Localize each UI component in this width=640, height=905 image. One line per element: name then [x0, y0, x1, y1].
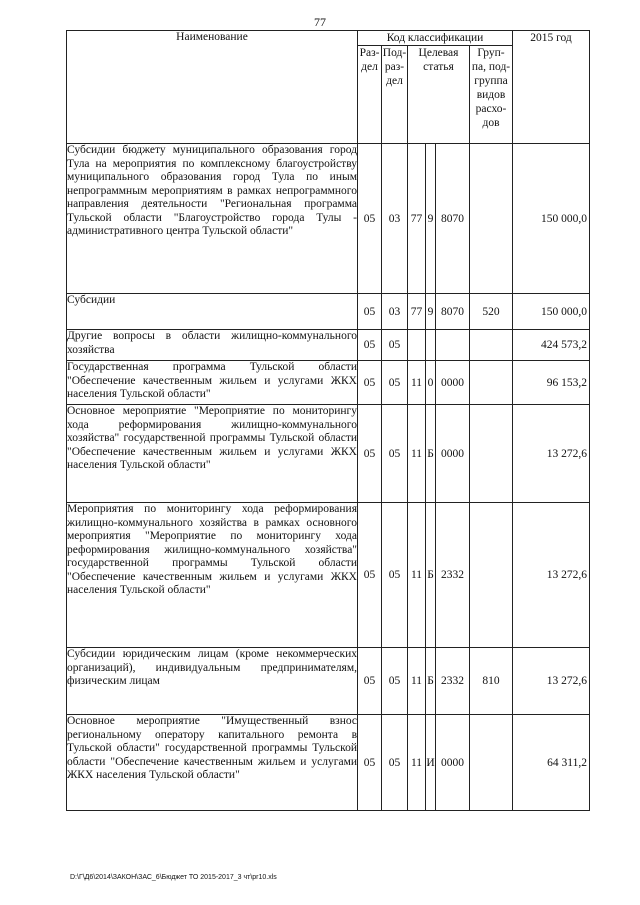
row-podrazdel: 03	[382, 144, 408, 294]
row-amount: 64 311,2	[513, 715, 590, 811]
row-amount: 13 272,6	[513, 503, 590, 648]
header-target-article: Целевая статья	[408, 46, 470, 144]
row-expense-group	[470, 330, 513, 361]
row-razdel: 05	[358, 715, 382, 811]
header-year: 2015 год	[513, 31, 590, 144]
row-target-subprogram: 9	[426, 294, 436, 330]
row-amount: 96 153,2	[513, 361, 590, 405]
row-target-subprogram: Б	[426, 405, 436, 503]
header-razdel: Раз- дел	[358, 46, 382, 144]
row-name: Государственная программа Тульской области "Обеспечение качественным жильем и услугами ЖКХ населения Тульской области"	[67, 361, 358, 405]
row-razdel: 05	[358, 503, 382, 648]
row-target-direction: 8070	[436, 294, 470, 330]
row-target-direction: 0000	[436, 361, 470, 405]
row-razdel: 05	[358, 361, 382, 405]
row-podrazdel: 05	[382, 405, 408, 503]
row-expense-group	[470, 503, 513, 648]
row-razdel: 05	[358, 648, 382, 715]
row-target-program: 11	[408, 503, 426, 648]
row-target-program: 11	[408, 715, 426, 811]
row-target-subprogram: Б	[426, 503, 436, 648]
row-podrazdel: 05	[382, 330, 408, 361]
row-podrazdel: 05	[382, 503, 408, 648]
row-target-program: 11	[408, 405, 426, 503]
row-target-program: 11	[408, 648, 426, 715]
header-name: Наименование	[67, 31, 358, 144]
row-amount: 13 272,6	[513, 405, 590, 503]
row-expense-group: 520	[470, 294, 513, 330]
budget-table	[66, 30, 590, 811]
row-target-subprogram: И	[426, 715, 436, 811]
row-target-direction	[436, 330, 470, 361]
table-row	[67, 361, 590, 405]
row-target-subprogram	[426, 330, 436, 361]
row-target-direction: 0000	[436, 715, 470, 811]
row-target-direction: 2332	[436, 648, 470, 715]
row-target-direction: 8070	[436, 144, 470, 294]
row-expense-group	[470, 715, 513, 811]
table-row	[67, 330, 590, 361]
row-podrazdel: 05	[382, 648, 408, 715]
row-podrazdel: 05	[382, 361, 408, 405]
header-code-group: Код классификации	[358, 31, 513, 46]
table-row	[67, 648, 590, 715]
row-target-direction: 2332	[436, 503, 470, 648]
row-name: Другие вопросы в области жилищно-коммунального хозяйства	[67, 330, 358, 361]
header-podrazdel: Под- раз- дел	[382, 46, 408, 144]
row-amount: 150 000,0	[513, 144, 590, 294]
row-podrazdel: 03	[382, 294, 408, 330]
row-expense-group: 810	[470, 648, 513, 715]
row-name: Субсидии бюджету муниципального образования город Тула на мероприятия по комплексному благоустройству муниципального образования город Тула по иным непрограммным мероприятиям в рамках непрограммного направления деятельности "Региональная программа Тульской области "Благоустройство города Тулы - административного центра Тульской области"	[67, 144, 358, 294]
row-razdel: 05	[358, 294, 382, 330]
page-number: 77	[314, 15, 326, 29]
row-razdel: 05	[358, 144, 382, 294]
row-name: Мероприятия по мониторингу хода реформирования жилищно-коммунального хозяйства в рамках основного мероприятия "Мероприятие по мониторингу хода реформирования жилищно-коммунального хозяйства" государственной программы Тульской области "Обеспечение качественным жильем и услугами ЖКХ населения Тульской области"	[67, 503, 358, 648]
header-expense-group: Груп- па, под- группа видов расхо- дов	[470, 46, 513, 144]
row-amount: 13 272,6	[513, 648, 590, 715]
row-target-direction: 0000	[436, 405, 470, 503]
row-name: Субсидии	[67, 294, 358, 330]
row-target-program	[408, 330, 426, 361]
row-amount: 150 000,0	[513, 294, 590, 330]
footer-file-path: D:\Г\Д6\2014\ЗАКОН\ЗАС_6\Бюджет ТО 2015-2017_3 чт\pr10.xls	[70, 874, 277, 881]
table-row	[67, 503, 590, 648]
row-razdel: 05	[358, 330, 382, 361]
row-target-subprogram: 9	[426, 144, 436, 294]
row-target-program: 77	[408, 144, 426, 294]
row-target-program: 11	[408, 361, 426, 405]
row-amount: 424 573,2	[513, 330, 590, 361]
row-name: Основное мероприятие "Мероприятие по мониторингу хода реформирования жилищно-коммунального хозяйства" государственной программы Тульской области "Обеспечение качественным жильем и услугами ЖКХ населения Тульской области"	[67, 405, 358, 503]
row-target-program: 77	[408, 294, 426, 330]
table-row	[67, 405, 590, 503]
row-expense-group	[470, 144, 513, 294]
row-razdel: 05	[358, 405, 382, 503]
table-row	[67, 715, 590, 811]
row-expense-group	[470, 405, 513, 503]
table-row	[67, 144, 590, 294]
row-expense-group	[470, 361, 513, 405]
row-podrazdel: 05	[382, 715, 408, 811]
row-name: Субсидии юридическим лицам (кроме некоммерческих организаций), индивидуальным предпринимателям, физическим лицам	[67, 648, 358, 715]
row-name: Основное мероприятие "Имущественный взнос региональному оператору капитального ремонта в Тульской области" государственной программы Тульской области "Обеспечение качественным жильем и услугами ЖКХ населения Тульской области"	[67, 715, 358, 811]
row-target-subprogram: Б	[426, 648, 436, 715]
row-target-subprogram: 0	[426, 361, 436, 405]
table-row	[67, 294, 590, 330]
